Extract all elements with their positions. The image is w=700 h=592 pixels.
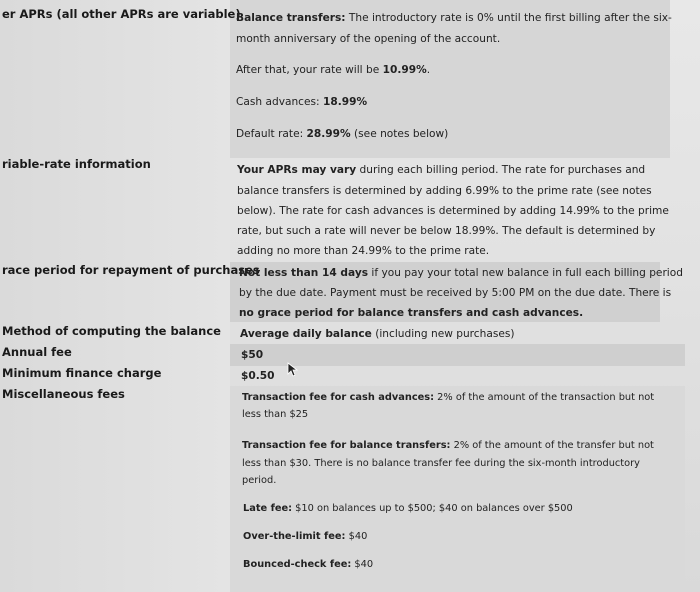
aprs-cash-advances: Cash advances: 18.99%: [236, 96, 368, 108]
annual-fee-label: Annual fee: [2, 345, 72, 359]
variable-rate-label: riable-rate information: [2, 157, 151, 171]
misc-bt-line3: period.: [242, 475, 277, 486]
variable-line1: Your APRs may vary during each billing period. The rate for purchases and: [237, 164, 646, 176]
variable-line3: below). The rate for cash advances is determined by adding 14.99% to the prime: [237, 205, 669, 217]
variable-line2: balance transfers is determined by adding 6.99% to the prime rate (see notes: [237, 185, 652, 197]
grace-line2: by the due date. Payment must be received by 5:00 PM on the due date. There is: [239, 287, 672, 299]
grace-line1: Not less than 14 days if you pay your total new balance in full each billing period: [239, 267, 683, 279]
aprs-after-rate: After that, your rate will be 10.99%.: [236, 64, 431, 76]
misc-bounced-check-fee: Bounced-check fee: $40: [243, 559, 374, 570]
label-column: [0, 0, 230, 592]
minimum-charge-value: $0.50: [241, 370, 275, 382]
misc-bt-line2: less than $30. There is no balance transfer fee during the six-month introductory: [242, 458, 640, 469]
aprs-balance-line1: Balance transfers: The introductory rate is 0% until the first billing after the six-: [236, 12, 672, 24]
aprs-balance-line2: month anniversary of the opening of the account.: [236, 33, 501, 45]
grace-line3: no grace period for balance transfers and cash advances.: [239, 307, 584, 319]
mouse-cursor-icon: [287, 362, 299, 378]
misc-over-limit-fee: Over-the-limit fee: $40: [243, 531, 368, 542]
misc-late-fee: Late fee: $10 on balances up to $500; $40 on balances over $500: [243, 503, 573, 514]
method-label: Method of computing the balance: [2, 324, 221, 338]
misc-cash-line1: Transaction fee for cash advances: 2% of the amount of the transaction but not: [242, 392, 655, 403]
aprs-default-rate: Default rate: 28.99% (see notes below): [236, 128, 449, 140]
method-value: Average daily balance (including new purchases): [240, 328, 515, 340]
annual-fee-value: $50: [241, 349, 264, 361]
misc-cash-line2: less than $25: [242, 409, 309, 420]
grace-period-label: race period for repayment of purchases: [2, 263, 260, 277]
variable-line4: rate, but such a rate will never be below 18.99%. The default is determined by: [237, 225, 656, 237]
misc-fees-label: Miscellaneous fees: [2, 387, 125, 401]
variable-line5: adding no more than 24.99% to the prime rate.: [237, 245, 490, 257]
aprs-label: er APRs (all other APRs are variable): [2, 7, 241, 21]
misc-bt-line1: Transaction fee for balance transfers: 2% of the amount of the transfer but not: [242, 440, 654, 451]
minimum-charge-label: Minimum finance charge: [2, 366, 162, 380]
